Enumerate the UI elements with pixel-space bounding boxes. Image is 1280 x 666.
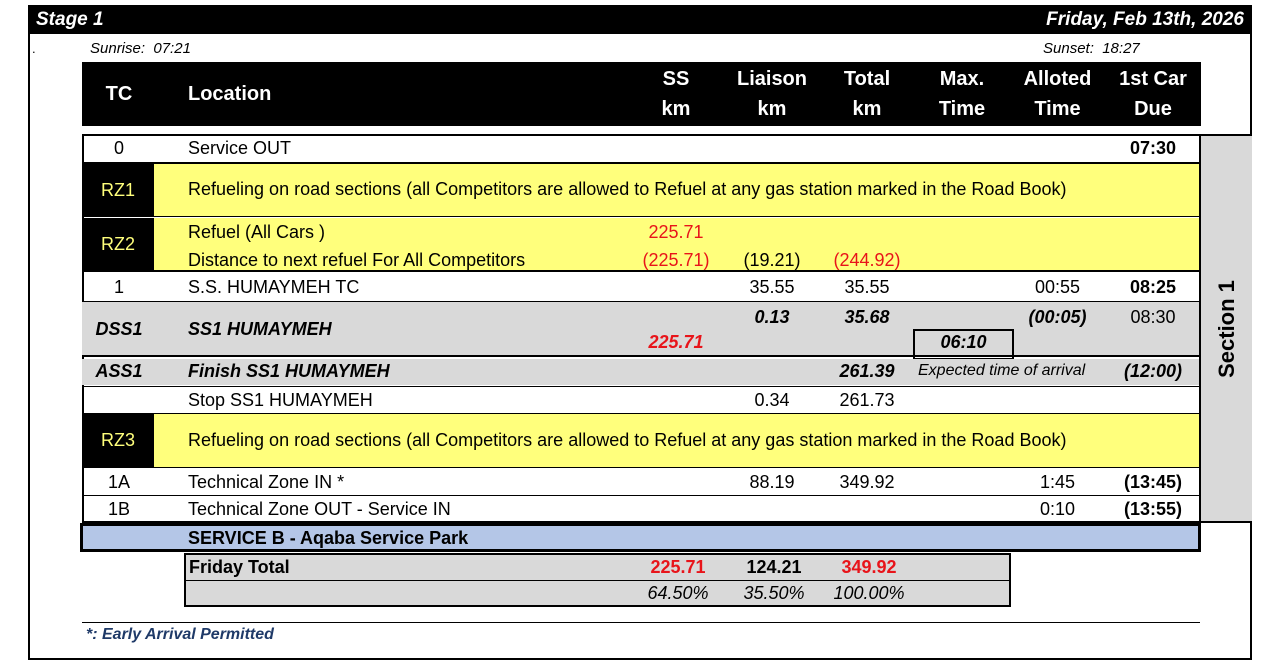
- location-cell: Technical Zone OUT - Service IN: [188, 499, 451, 519]
- location-cell: Distance to next refuel For All Competitors: [188, 250, 526, 270]
- location-cell: Technical Zone IN *: [188, 472, 345, 492]
- liaison-cell: 88.19: [749, 472, 795, 492]
- margin-dot: .: [32, 41, 36, 56]
- max-time-cell: 06:10: [913, 329, 1014, 360]
- header-liaison: Liaison km: [736, 68, 807, 120]
- refuel-zone-row: [82, 163, 1200, 217]
- service-row: [80, 523, 1201, 552]
- ss-cell: (225.71): [642, 250, 710, 270]
- footnote: *: Early Arrival Permitted: [86, 626, 274, 643]
- tc-cell: DSS1: [95, 319, 143, 339]
- totals-label: Friday Total: [189, 557, 290, 577]
- stage-title: Stage 1: [36, 9, 104, 30]
- sunrise-label: Sunrise:: [90, 40, 146, 57]
- tc-cell: ASS1: [95, 361, 143, 381]
- total-cell: 349.92: [839, 472, 895, 492]
- total-cell: 261.73: [839, 390, 895, 410]
- total-cell: (244.92): [833, 250, 901, 270]
- totals-box: [184, 553, 1011, 607]
- refuel-zone-row: [82, 218, 1200, 272]
- due-cell: (12:00): [1123, 361, 1183, 381]
- sunset-label: Sunset:: [1043, 40, 1094, 57]
- refuel-zone-row: [82, 413, 1200, 468]
- location-cell: Refuel (All Cars ): [188, 222, 326, 242]
- liaison-cell: (19.21): [743, 250, 801, 270]
- service-label: SERVICE B - Aqaba Service Park: [188, 528, 469, 548]
- ss-cell: 225.71: [648, 332, 704, 352]
- header-total: Total km: [843, 68, 891, 120]
- sunrise-time: 07:21: [153, 40, 191, 57]
- table-row: [82, 274, 1200, 302]
- location-cell: SS1 HUMAYMEH: [188, 319, 332, 339]
- sunset: [1043, 40, 1140, 57]
- expected-arrival-note: Expected time of arrival: [918, 362, 1086, 379]
- header-location: Location: [188, 83, 272, 105]
- tc-cell: 1B: [107, 499, 131, 519]
- header-alloted-time: Alloted Time: [1023, 68, 1092, 120]
- alloted-cell: 0:10: [1039, 499, 1076, 519]
- location-cell: Finish SS1 HUMAYMEH: [188, 361, 390, 381]
- due-cell: 08:25: [1129, 277, 1177, 297]
- location-cell: Stop SS1 HUMAYMEH: [188, 390, 373, 410]
- tc-cell: RZ2: [82, 218, 154, 270]
- total-liaison: 124.21: [746, 557, 802, 577]
- totals-row: [186, 555, 1009, 581]
- due-cell: (13:55): [1123, 499, 1183, 519]
- header-max-time: Max. Time: [938, 68, 986, 120]
- total-cell: 35.68: [844, 307, 890, 327]
- stage-finish-row: [82, 359, 1200, 385]
- refuel-note: Refueling on road sections (all Competitors are allowed to Refuel at any gas station marked in the Road Book): [188, 430, 1067, 450]
- total-ss: 225.71: [650, 557, 706, 577]
- refuel-note: Refueling on road sections (all Competitors are allowed to Refuel at any gas station marked in the Road Book): [188, 179, 1067, 199]
- total-cell: 35.55: [844, 277, 890, 297]
- table-row: [82, 136, 1200, 163]
- sunset-time: 18:27: [1102, 40, 1140, 57]
- alloted-cell: 00:55: [1034, 277, 1081, 297]
- tc-cell: RZ1: [82, 164, 154, 217]
- sunrise: [90, 40, 191, 57]
- total-cell: 261.39: [839, 361, 895, 381]
- liaison-cell: 0.13: [754, 307, 790, 327]
- ss-cell: 225.71: [648, 222, 704, 242]
- footnote-divider: [82, 622, 1200, 623]
- ss-percent: 64.50%: [647, 583, 709, 603]
- total-percent: 100.00%: [833, 583, 905, 603]
- due-cell: 08:30: [1130, 307, 1176, 327]
- table-row: [82, 469, 1200, 496]
- due-cell: (13:45): [1123, 472, 1183, 492]
- table-row: [82, 386, 1200, 413]
- section-label: Section 1: [1213, 279, 1239, 378]
- liaison-cell: 35.55: [749, 277, 795, 297]
- header-due: 1st Car Due: [1119, 68, 1187, 120]
- percent-row: [186, 582, 1009, 605]
- tc-cell: 1: [113, 277, 124, 297]
- stage-title-bar: [30, 6, 1250, 34]
- header-tc: TC: [105, 83, 133, 105]
- alloted-cell: 1:45: [1039, 472, 1076, 492]
- alloted-cell: (00:05): [1028, 307, 1087, 327]
- total-km: 349.92: [841, 557, 897, 577]
- liaison-percent: 35.50%: [743, 583, 805, 603]
- tc-cell: RZ3: [82, 414, 154, 467]
- stage-date: Friday, Feb 13th, 2026: [1046, 9, 1244, 30]
- header-ss: SS km: [661, 68, 691, 120]
- section-label-panel: [1199, 134, 1252, 523]
- stage-start-row: [82, 302, 1200, 357]
- table-row: [82, 497, 1200, 523]
- due-cell: 07:30: [1129, 138, 1177, 158]
- location-cell: S.S. HUMAYMEH TC: [188, 277, 360, 297]
- tc-cell: 0: [113, 138, 124, 158]
- table-header: [82, 62, 1201, 126]
- tc-cell: 1A: [107, 472, 131, 492]
- liaison-cell: 0.34: [754, 390, 790, 410]
- location-cell: Service OUT: [188, 138, 292, 158]
